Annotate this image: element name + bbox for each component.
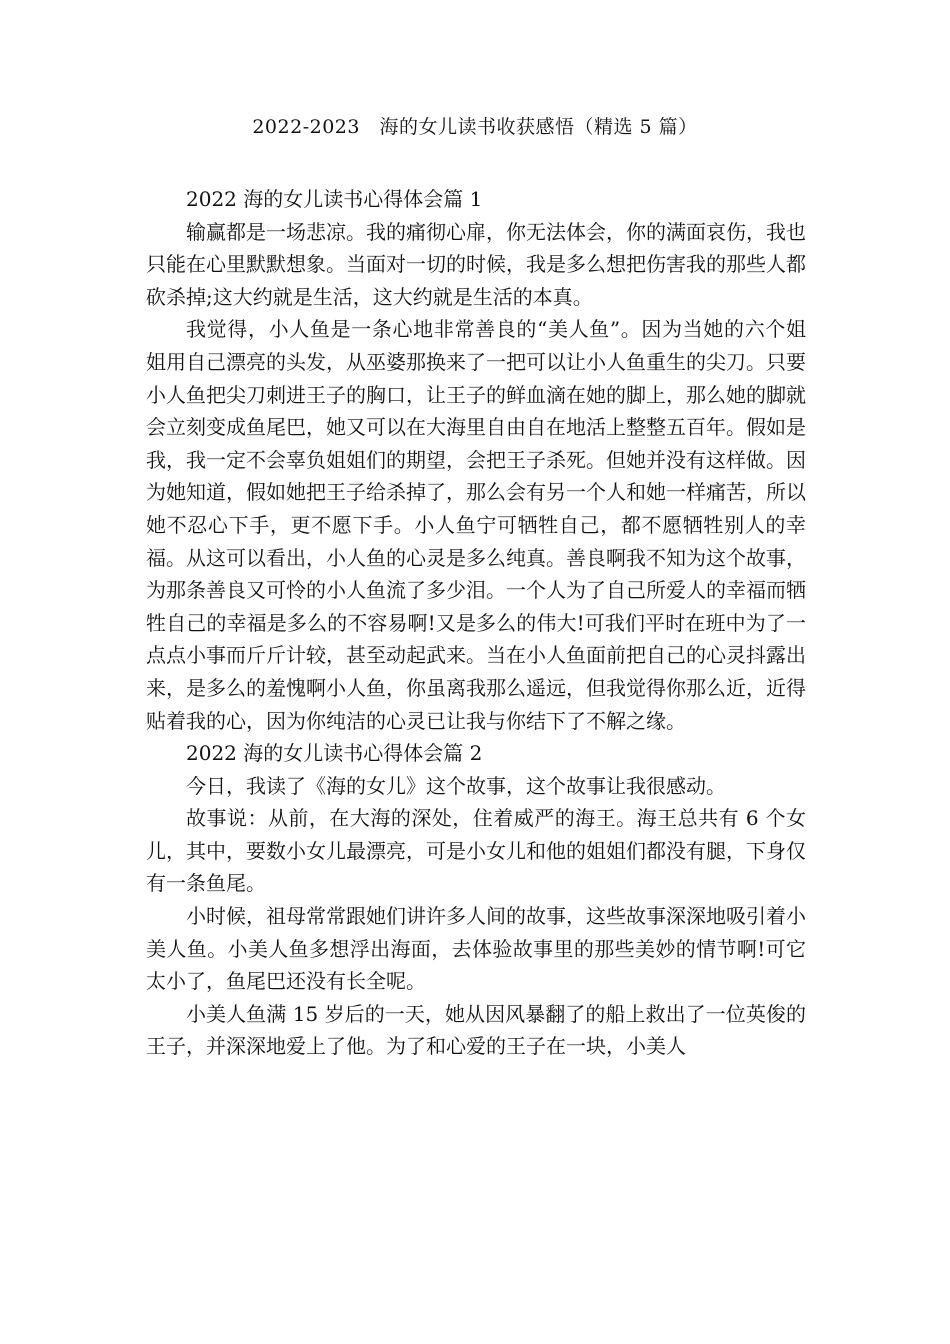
section-heading-1: 2022 海的女儿读书心得体会篇 1 [186, 187, 483, 211]
paragraph: 输赢都是一场悲凉。我的痛彻心扉，你无法体会，你的满面哀伤，我也只能在心里默默想象。当面对一切的时候，我是多么想把伤害我的那些人都砍杀掉;这大约就是生活，这大约就是生活的本真。 [146, 219, 806, 309]
paragraph: 小美人鱼满 15 岁后的一天，她从因风暴翻了的船上救出了一位英俊的王子，并深深地爱上了他。为了和心爱的王子在一块，小美人 [146, 1001, 806, 1059]
paragraph: 小时候，祖母常常跟她们讲许多人间的故事，这些故事深深地吸引着小美人鱼。小美人鱼多想浮出海面，去体验故事里的那些美妙的情节啊!可它太小了，鱼尾巴还没有长全呢。 [146, 904, 806, 994]
document-title: 2022-2023 海的女儿读书收获感悟（精选 5 篇） [252, 116, 698, 138]
section-heading-2: 2022 海的女儿读书心得体会篇 2 [186, 741, 483, 766]
paragraph: 我觉得，小人鱼是一条心地非常善良的“美人鱼”。因为当她的六个姐姐用自己漂亮的头发，从巫婆那换来了一把可以让小人鱼重生的尖刀。只要小人鱼把尖刀刺进王子的胸口，让王子的鲜血滴在她的脚上，那么她的脚就会立刻变成鱼尾巴，她又可以在大海里自由自在地活上整整五百年。假如是我，我一定不会辜负姐姐们的期望，会把王子杀死。但她并没有这样做。因为她知道，假如她把王子给杀掉了，那么会有另一个人和她一样痛苦，所以她不忍心下手，更不愿下手。小人鱼宁可牺牲自己，都不愿牺牲别人的幸福。从这可以看出，小人鱼的心灵是多么纯真。善良啊我不知为这个故事，为那条善良又可怜的小人鱼流了多少泪。一个人为了自己所爱人的幸福而牺牲自己的幸福是多么的不容易啊!又是多么的伟大!可我们平时在班中为了一点点小事而斤斤计较，甚至动起武来。当在小人鱼面前把自己的心灵抖露出来，是多么的羞愧啊小人鱼，你虽离我那么遥远，但我觉得你那么近，近得贴着我的心，因为你纯洁的心灵已让我与你结下了不解之缘。 [146, 317, 806, 733]
paragraph: 故事说：从前，在大海的深处，住着威严的海王。海王总共有 6 个女儿，其中，要数小女儿最漂亮，可是小女儿和他的姐姐们都没有腿，下身仅有一条鱼尾。 [146, 806, 806, 896]
document-body [146, 183, 806, 1063]
paragraph: 今日，我读了《海的女儿》这个故事，这个故事让我很感动。 [186, 773, 726, 798]
